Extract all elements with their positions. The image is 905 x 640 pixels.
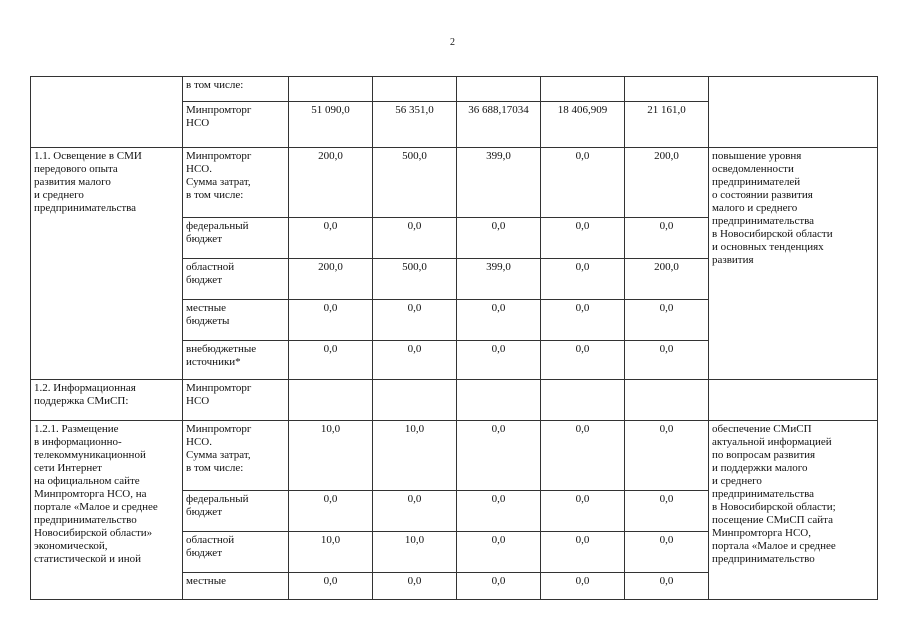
funding-source-cell: федеральный бюджет (183, 218, 289, 259)
value-cell: 399,0 (457, 148, 541, 218)
value-cell (541, 380, 625, 421)
value-cell: 500,0 (373, 148, 457, 218)
value-cell: 0,0 (541, 491, 625, 532)
value-cell (289, 77, 373, 102)
funding-source-cell: Минпромторг НСО. Сумма затрат, в том числе: (183, 148, 289, 218)
value-cell: 10,0 (373, 421, 457, 491)
value-cell: 56 351,0 (373, 102, 457, 148)
description-cell: 1.2. Информационная поддержка СМиСП: (31, 380, 183, 421)
value-cell: 0,0 (289, 573, 373, 600)
value-cell: 0,0 (625, 573, 709, 600)
value-cell: 0,0 (541, 148, 625, 218)
table-row (31, 380, 878, 421)
value-cell: 200,0 (625, 148, 709, 218)
value-cell: 200,0 (625, 259, 709, 300)
funding-source-cell: областной бюджет (183, 532, 289, 573)
value-cell: 0,0 (625, 421, 709, 491)
value-cell: 200,0 (289, 148, 373, 218)
funding-source-cell: в том числе: (183, 77, 289, 102)
value-cell: 0,0 (373, 491, 457, 532)
value-cell: 0,0 (541, 341, 625, 380)
value-cell: 0,0 (289, 300, 373, 341)
value-cell (289, 380, 373, 421)
value-cell: 36 688,17034 (457, 102, 541, 148)
value-cell: 0,0 (457, 573, 541, 600)
value-cell: 0,0 (625, 218, 709, 259)
value-cell (373, 380, 457, 421)
value-cell: 0,0 (289, 491, 373, 532)
funding-source-cell: Минпромторг НСО (183, 102, 289, 148)
value-cell: 0,0 (541, 421, 625, 491)
funding-source-cell: областной бюджет (183, 259, 289, 300)
description-cell: 1.2.1. Размещение в информационно- телекоммуникационной сети Интернет на официальном сайте Минпромторга НСО, на портале «Малое и среднее предпринимательство Новосибирской области» экономической, статистической и иной (31, 421, 183, 600)
value-cell: 200,0 (289, 259, 373, 300)
description-cell (31, 77, 183, 148)
value-cell: 0,0 (541, 218, 625, 259)
funding-source-cell: Минпромторг НСО (183, 380, 289, 421)
value-cell: 0,0 (373, 300, 457, 341)
value-cell (373, 77, 457, 102)
value-cell: 0,0 (541, 532, 625, 573)
value-cell: 0,0 (373, 341, 457, 380)
funding-source-cell: внебюджетные источники* (183, 341, 289, 380)
value-cell: 0,0 (625, 300, 709, 341)
table-row (31, 148, 878, 218)
funding-source-cell: федеральный бюджет (183, 491, 289, 532)
value-cell (457, 77, 541, 102)
value-cell: 0,0 (289, 218, 373, 259)
budget-table (30, 76, 878, 600)
value-cell: 10,0 (373, 532, 457, 573)
table-row (31, 421, 878, 491)
value-cell: 0,0 (541, 300, 625, 341)
value-cell: 0,0 (625, 491, 709, 532)
funding-source-cell: Минпромторг НСО. Сумма затрат, в том числе: (183, 421, 289, 491)
value-cell: 0,0 (373, 573, 457, 600)
value-cell: 10,0 (289, 532, 373, 573)
value-cell (625, 77, 709, 102)
funding-source-cell: местные бюджеты (183, 300, 289, 341)
page-number: 2 (450, 37, 455, 48)
value-cell (457, 380, 541, 421)
value-cell: 0,0 (457, 491, 541, 532)
value-cell: 0,0 (625, 341, 709, 380)
value-cell: 500,0 (373, 259, 457, 300)
value-cell: 0,0 (457, 421, 541, 491)
value-cell (541, 77, 625, 102)
value-cell: 0,0 (373, 218, 457, 259)
outcome-cell: повышение уровня осведомленности предпринимателей о состоянии развития малого и среднего предпринимательства в Новосибирской области и основных тенденциях развития (709, 148, 878, 380)
outcome-cell: обеспечение СМиСП актуальной информацией по вопросам развития и поддержки малого и среднего предпринимательства в Новосибирской области; посещение СМиСП сайта Минпромторга НСО, портала «Малое и среднее предпринимательство (709, 421, 878, 600)
outcome-cell (709, 380, 878, 421)
value-cell: 0,0 (541, 573, 625, 600)
value-cell: 0,0 (457, 300, 541, 341)
value-cell: 0,0 (625, 532, 709, 573)
outcome-cell (709, 77, 878, 148)
value-cell: 0,0 (457, 341, 541, 380)
table-row (31, 77, 878, 102)
description-cell: 1.1. Освещение в СМИ передового опыта развития малого и среднего предпринимательства (31, 148, 183, 380)
value-cell: 0,0 (457, 532, 541, 573)
value-cell: 21 161,0 (625, 102, 709, 148)
value-cell: 51 090,0 (289, 102, 373, 148)
value-cell (625, 380, 709, 421)
value-cell: 10,0 (289, 421, 373, 491)
value-cell: 0,0 (541, 259, 625, 300)
value-cell: 399,0 (457, 259, 541, 300)
value-cell: 0,0 (457, 218, 541, 259)
value-cell: 18 406,909 (541, 102, 625, 148)
funding-source-cell: местные (183, 573, 289, 600)
value-cell: 0,0 (289, 341, 373, 380)
